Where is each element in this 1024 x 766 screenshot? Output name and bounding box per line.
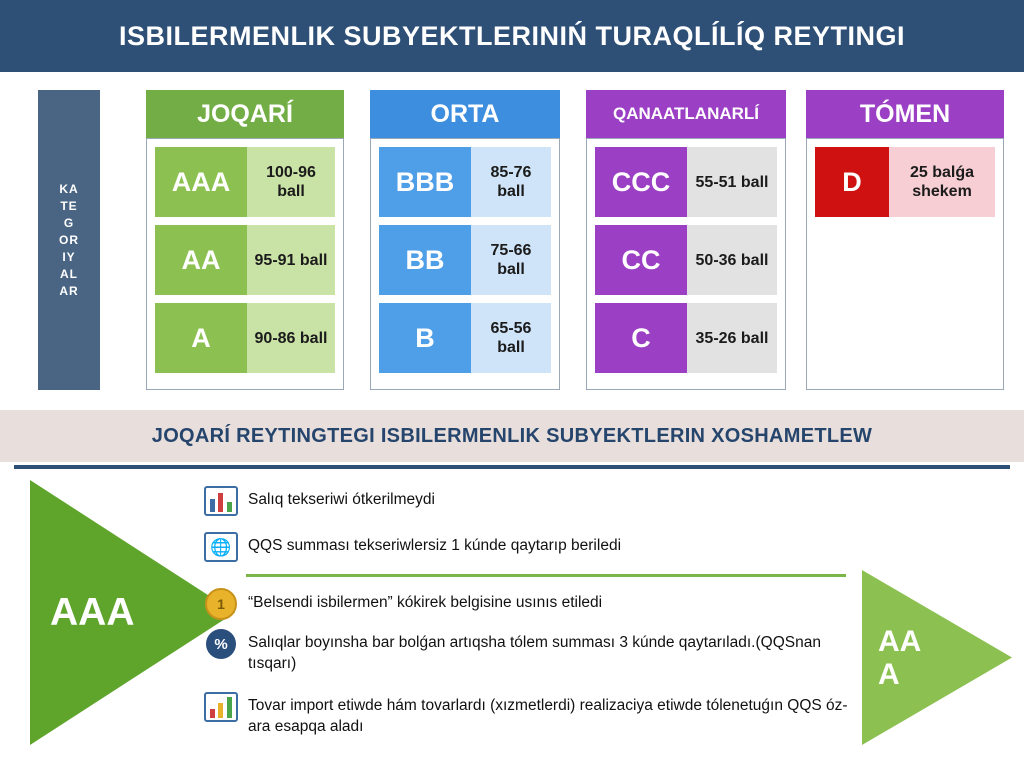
grade-label: BB	[379, 225, 471, 295]
rating-group-joqari	[146, 90, 344, 390]
group-header-joqari: JOQARÍ	[146, 90, 344, 138]
grade-label: CC	[595, 225, 687, 295]
divider	[14, 465, 1010, 469]
medal-icon: 1	[200, 585, 242, 623]
monitor-globe-icon: 🌐	[200, 528, 242, 566]
benefits-list	[200, 482, 860, 745]
score-label: 55-51 ball	[687, 147, 777, 217]
score-label: 100-96 ball	[247, 147, 335, 217]
score-label: 35-26 ball	[687, 303, 777, 373]
group-header-orta: ORTA	[370, 90, 560, 138]
grade-label: B	[379, 303, 471, 373]
list-item	[200, 688, 860, 737]
benefit-text: Salıq tekseriwi ótkerilmeydi	[248, 491, 435, 508]
table-row	[379, 225, 551, 295]
benefit-text: Salıqlar boyınsha bar bolǵan artıqsha tólem summası 3 kúnde qaytarıladı.(QQSnan tısqarı)	[248, 634, 821, 672]
table-row	[379, 147, 551, 217]
table-row	[379, 303, 551, 373]
monitor-chart-icon	[200, 688, 242, 726]
benefit-text: “Belsendi isbilermen” kókirek belgisine usınıs etiledi	[248, 594, 603, 611]
table-row	[595, 303, 777, 373]
rating-group-orta	[370, 90, 560, 390]
benefit-text: QQS summası tekseriwlersiz 1 kúnde qaytarıp beriledi	[248, 537, 622, 554]
money-hand-icon: %	[200, 625, 242, 663]
grade-label: AA	[155, 225, 247, 295]
score-label: 85-76 ball	[471, 147, 551, 217]
group-rows-joqari	[146, 138, 344, 390]
score-label: 75-66 ball	[471, 225, 551, 295]
rating-group-qanaatlanarli	[586, 90, 786, 390]
grade-label: BBB	[379, 147, 471, 217]
subtitle-text: JOQARÍ REYTINGTEGI ISBILERMENLIK SUBYEKTLERIN XOSHAMETLEW	[151, 424, 873, 447]
table-row	[595, 225, 777, 295]
list-item	[200, 482, 860, 520]
score-label: 90-86 ball	[247, 303, 335, 373]
table-row	[815, 147, 995, 217]
rating-group-tomen	[806, 90, 1004, 390]
table-row	[155, 303, 335, 373]
group-rows-orta	[370, 138, 560, 390]
table-row	[595, 147, 777, 217]
list-item	[200, 585, 860, 623]
aa-arrow-label: AA A	[878, 624, 921, 691]
grade-label: C	[595, 303, 687, 373]
grade-label: CCC	[595, 147, 687, 217]
grade-label: D	[815, 147, 889, 217]
score-label: 95-91 ball	[247, 225, 335, 295]
group-header-tomen: TÓMEN	[806, 90, 1004, 138]
score-label: 50-36 ball	[687, 225, 777, 295]
list-item	[200, 625, 860, 674]
group-rows-qanaatlanarli	[586, 138, 786, 390]
group-rows-tomen	[806, 138, 1004, 390]
subtitle-band	[0, 410, 1024, 462]
aaa-arrow-label: AAA	[50, 590, 135, 634]
aa-arrow	[862, 570, 1012, 745]
score-label: 65-56 ball	[471, 303, 551, 373]
page-header	[0, 0, 1024, 72]
table-row	[155, 147, 335, 217]
table-row	[155, 225, 335, 295]
benefit-text: Tovar import etiwde hám tovarlardı (xızmetlerdi) realizaciya etiwde tólenetuǵın QQS óz-ara esapqa aladı	[248, 697, 848, 735]
divider	[246, 574, 846, 577]
grade-label: A	[155, 303, 247, 373]
categories-strip	[38, 90, 100, 390]
group-header-qanaatlanarli: QANAATLANARLÍ	[586, 90, 786, 138]
list-item	[200, 528, 860, 566]
score-label: 25 balǵa shekem	[889, 147, 995, 217]
chart-gear-icon	[200, 482, 242, 520]
categories-label: KATEGORIYALAR	[59, 181, 79, 298]
grade-label: AAA	[155, 147, 247, 217]
page-title: ISBILERMENLIK SUBYEKTLERINIŃ TURAQLÍLÍQ REYTINGI	[118, 20, 905, 51]
